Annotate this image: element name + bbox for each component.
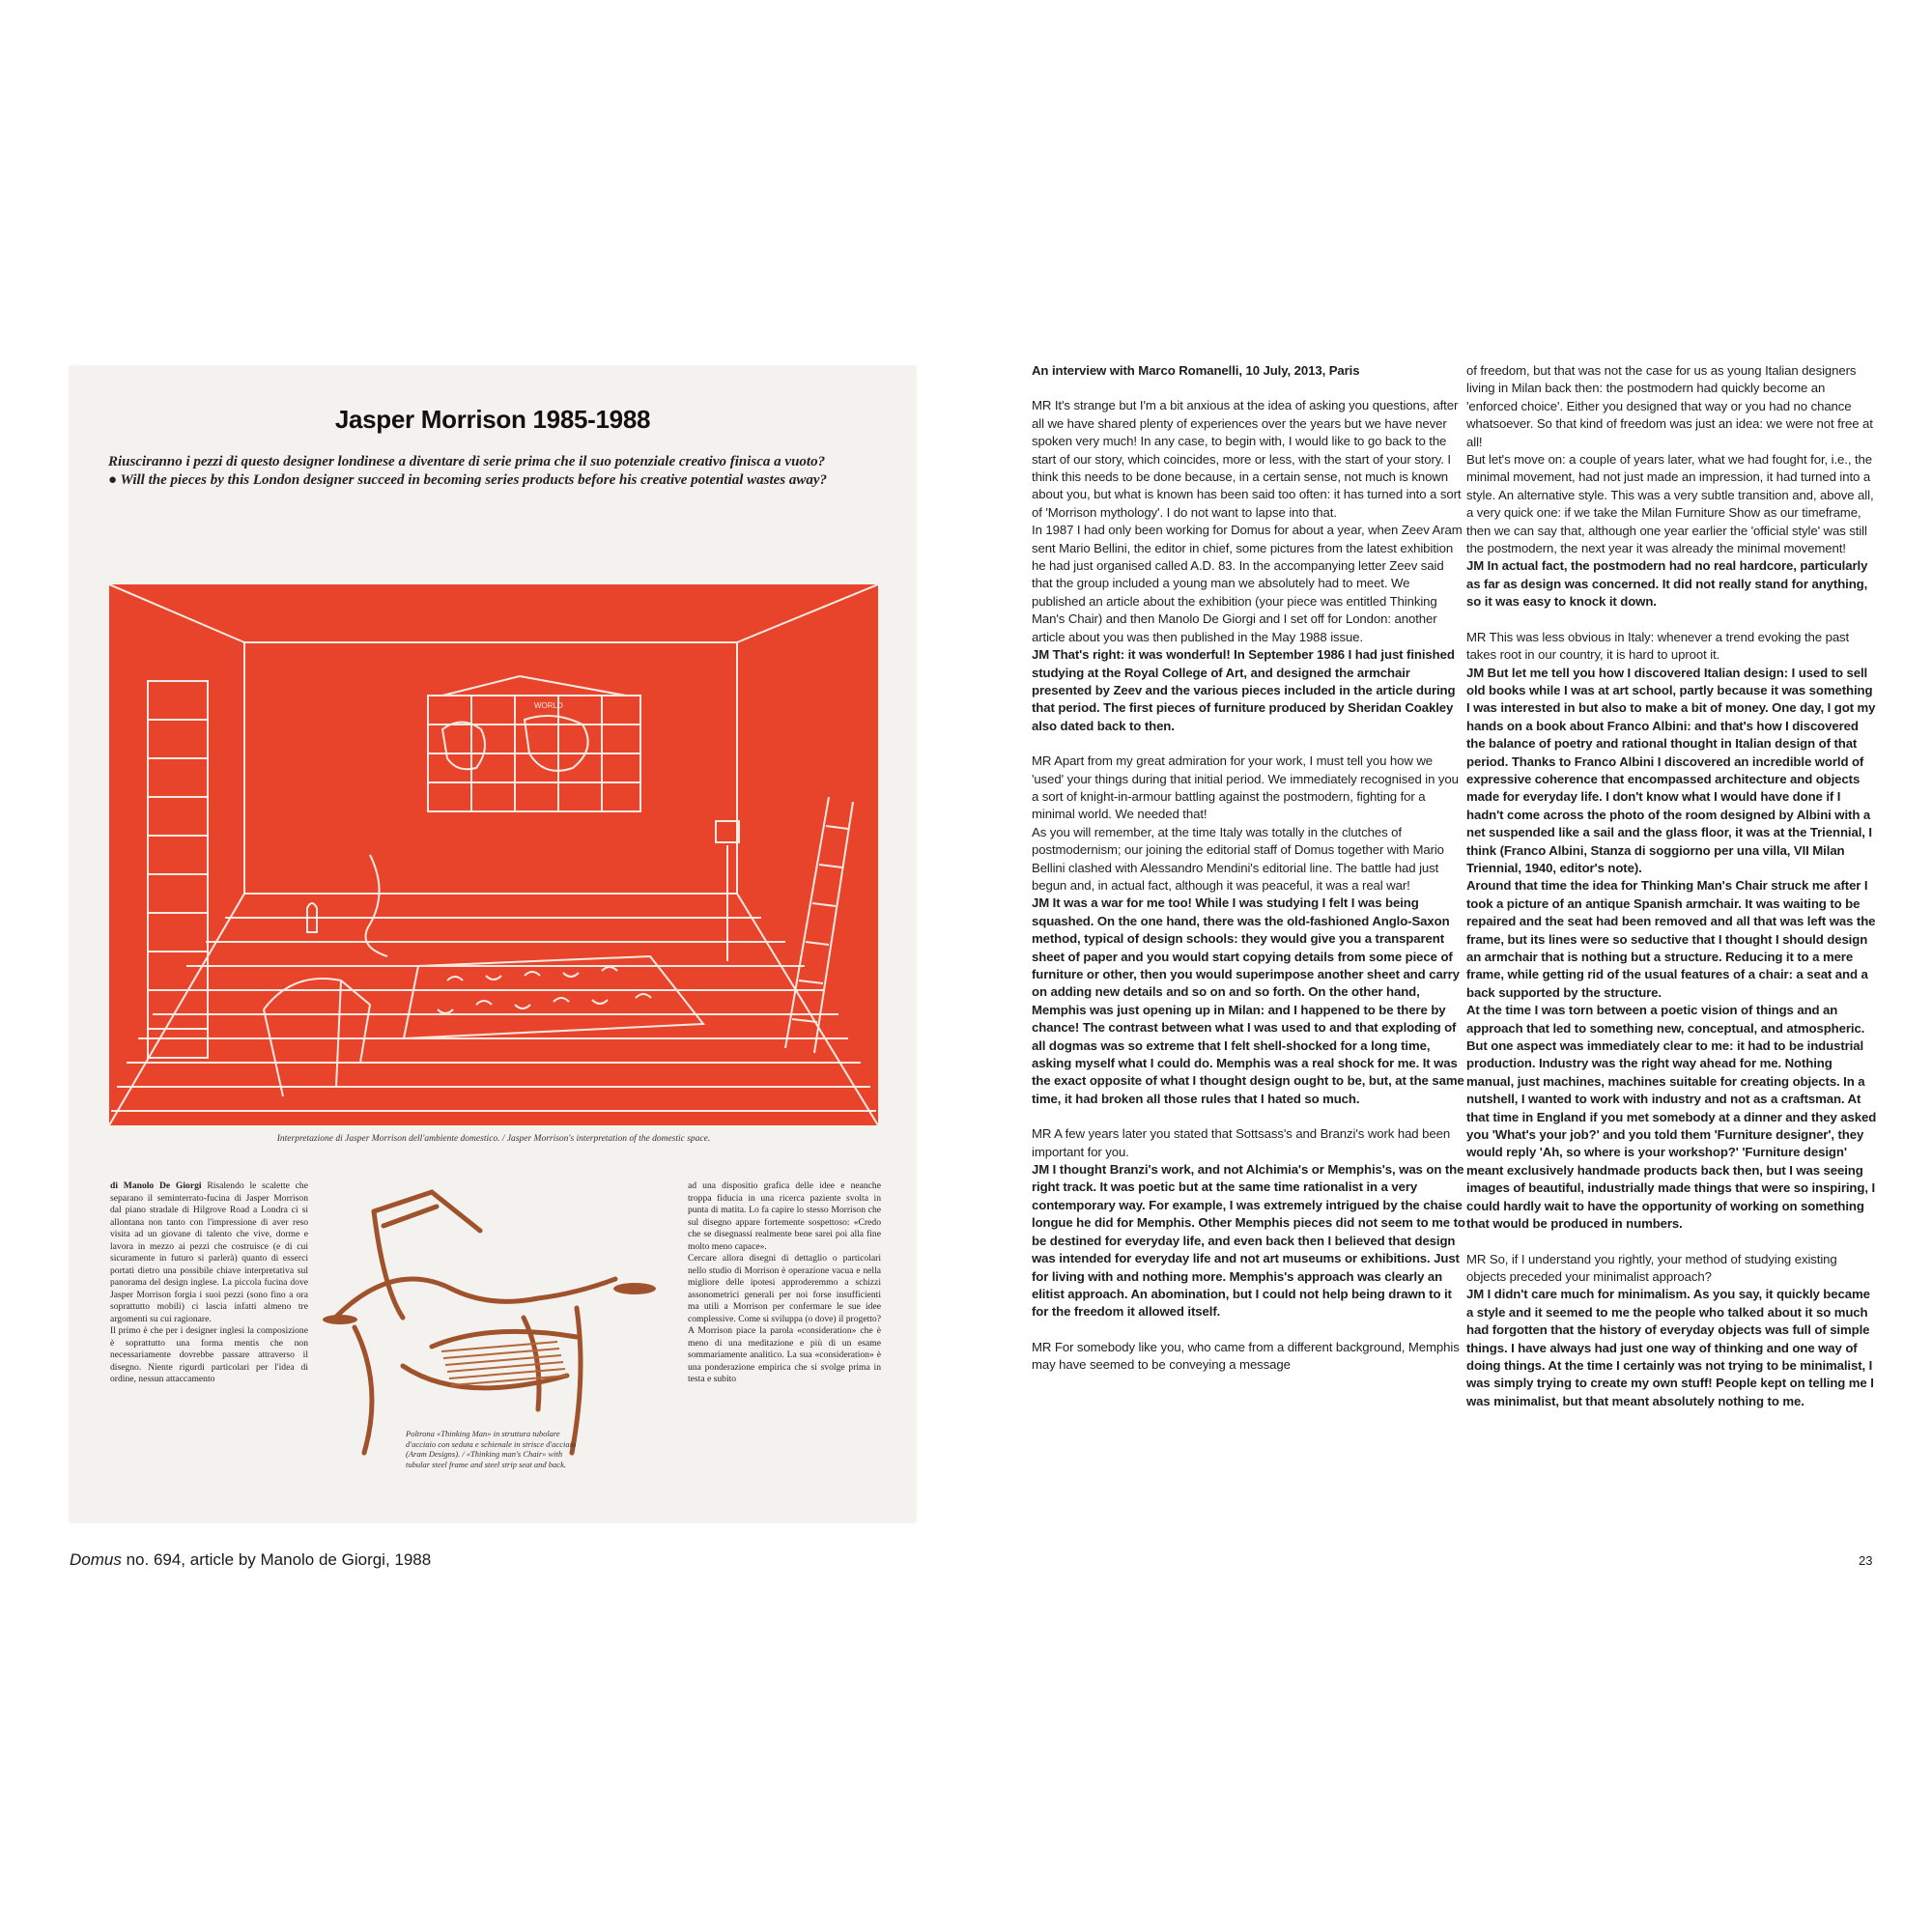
question-paragraph: MR For somebody like you, who came from a different background, Memphis may have seemed to be conveying a message [1032, 1339, 1460, 1373]
caption-rest: no. 694, article by Manolo de Giorgi, 1988 [121, 1550, 432, 1569]
question-paragraph: As you will remember, at the time Italy was totally in the clutches of postmodernism; our joining the editorial staff of Domus together with Mario Bellini clashed with Alessandro Mendini's editorial line. The battle had just begun and, in actual fact, although it was peaceful, it was a real war! [1032, 824, 1444, 893]
figure-caption [70, 1550, 431, 1570]
subtitle-english: ● Will the pieces by this London designer succeed in becoming series products before his creative potential wastes away? [108, 472, 828, 488]
article-column-1 [110, 1180, 308, 1386]
caption-magazine-name: Domus [70, 1550, 122, 1569]
question-paragraph: MR This was less obvious in Italy: whenever a trend evoking the past takes root in our country, it is hard to uproot it. [1466, 629, 1850, 663]
answer-paragraph: JM But let me tell you how I discovered Italian design: I used to sell old books while I was at art school, partly because it was something I was interested in but also to make a bit of money. One day, I got my hands on a book about Franco Albini: and that's how I discovered the balance of poetry and rational thought in Italian design of that period. Thanks to Franco Albini I discovered an incredible world of expressive coherence that encompassed architecture and objects made for everyday life. I don't know what I would have done if I hadn't come across the photo of the room designed by Albini with a net suspended like a sail and the glass floor, it was at the Triennial, I think (Franco Albini, Stanza di soggiorno per una villa, VII Milan Triennial, 1940, editor's note). [1466, 665, 1876, 875]
question-paragraph: MR So, if I understand you rightly, your method of studying existing objects preceded your minimalist approach? [1466, 1251, 1837, 1284]
subtitle-italian: Riusciranno i pezzi di questo designer londinese a diventare di serie prima che il suo potenziale creativo finisca a vuoto? [108, 454, 826, 469]
answer-paragraph: JM That's right: it was wonderful! In September 1986 I had just finished studying at the Royal College of Art, and designed the armchair presented by Zeev and the various pieces included in the article during that period. The first pieces of furniture produced by Sheridan Coakley also dated back to then. [1032, 647, 1456, 733]
interview-column-1 [1032, 362, 1466, 1375]
thinking-mans-chair-photo [316, 1173, 673, 1463]
article-title: Jasper Morrison 1985-1988 [334, 405, 651, 434]
question-paragraph: MR It's strange but I'm a bit anxious at the idea of asking you questions, after all we have shared plenty of experiences over the years but we have never spoken very much! In any case, to begin with, I would like to go back to the start of our story, which coincides, more or less, with the start of your story. I think this needs to be done because, in a certain sense, not much is known about you, but what is known has been said too often: it has turned into a sort of 'Morrison mythology'. I do not want to lapse into that. [1032, 398, 1462, 520]
interview-column-2 [1466, 362, 1877, 1410]
chair-drawing [316, 1173, 673, 1463]
article-text-3b: Cercare allora disegni di dettaglio o particolari nello studio di Morrison è operazione vacua e nella migliore delle ipotesi approderemmo a schizzi assonometrici generali per noi forse insufficienti ma utili a Morrison per confermare le sue idee complessive. Come si sviluppa (o dove) il progetto? A Morrison piace la parola «consideration» che è meno di una meditazione e più di un esame sommariamente analitico. La sua «consideration» è una ponderazione empirica che si svolge prima in testa e subito [688, 1253, 881, 1384]
paragraph-gap [1032, 1321, 1466, 1339]
paragraph-gap [1032, 735, 1466, 753]
paragraph-gap [1032, 1108, 1466, 1125]
chair-right-tray [613, 1283, 656, 1294]
chair-left-tray [323, 1315, 357, 1324]
article-byline: di Manolo De Giorgi [110, 1180, 202, 1191]
interview-heading: An interview with Marco Romanelli, 10 July, 2013, Paris [1032, 363, 1360, 378]
scanned-article-page [70, 366, 916, 1522]
answer-paragraph: JM It was a war for me too! While I was studying I felt I was being squashed. On the one hand, there was the old-fashioned Anglo-Saxon method, typical of design schools: they would give you a transparent sheet of paper and you would start copying details from some piece of furniture or other, then you would superimpose another sheet and carry on adding new details and so on and so forth. On the other hand, Memphis was just opening up in Milan: and I happened to be there by chance! The contrast between what I was used to and that exploding of all dogmas was so extreme that I felt shell-shocked for a long time, asking myself what I could do. Memphis was a real shock for me. It was the exact opposite of what I thought design ought to be, but, at the same time, it had broken all those rules that I hated so much. [1032, 895, 1464, 1106]
question-paragraph: of freedom, but that was not the case for us as young Italian designers living in Milan back then: the postmodern had quickly become an 'enforced choice'. Either you designed that way or you had no chance whatsoever. So that kind of freedom was just an idea: we were not free at all! [1466, 363, 1873, 449]
article-subtitle [108, 453, 881, 490]
answer-paragraph: Around that time the idea for Thinking Man's Chair struck me after I took a picture of an antique Spanish armchair. It was waiting to be repaired and the seat had been removed and all that was left was the frame, but its lines were so seductive that I thought I should design an armchair that is nothing but a structure. Reducing it to a mere frame, while getting rid of the usual features of a chair: a seat and a back supported by the structure. [1466, 878, 1876, 1000]
page-number: 23 [1859, 1553, 1873, 1568]
paragraph-gap [1466, 611, 1877, 629]
article-text-3a: ad una dispositio grafica delle idee e neanche troppa fiducia in una ricerca paziente svolta in punta di matita. Lo fa capire lo stesso Morrison che sul disegno appare fortemente sospettoso: «Credo che se disegnassi realmente bene sarei poi alla fine molto meno capace». [688, 1180, 881, 1252]
answer-paragraph: JM In actual fact, the postmodern had no real hardcore, particularly as far as design was concerned. It did not really stand for anything, so it was easy to knock it down. [1466, 558, 1868, 610]
article-text-1a: Risalendo le scalette che separano il seminterrato-fucina di Jasper Morrison dal piano stradale di Hilgrove Road a Londra ci si allontana non tanto con l'impressione di aver reso visita ad un giovane di talento che vive, dorme e lavora in mezzo ai pezzi che costruisce (e di cui sicuramente in futuro si parlerà) quanto di esserci portati dietro una possibile chiave interpretativa sul panorama del design inglese. La piccola fucina dove Jasper Morrison forgia i suoi pezzi (sono fino a ora soprattutto mobili) ci lascia infatti almeno tre argomenti su cui ragionare. [110, 1180, 308, 1324]
back-wall-outline [244, 642, 737, 894]
chair-caption: Poltrona «Thinking Man» in struttura tubolare d'acciaio con seduta e schienale in strisce d'acciaio (Aram Designs). / «Thinking man's Chair» with tubular steel frame and steel strip seat and back. [406, 1429, 577, 1469]
question-paragraph: In 1987 I had only been working for Domus for about a year, when Zeev Aram sent Mario Bellini, the editor in chief, some pictures from the latest exhibition he had just organised called A.D. 83. In the accompanying letter Zeev said that the group included a young man we absolutely had to meet. We published an article about the exhibition (your piece was entitled Thinking Man's Chair) and then Manolo De Giorgi and I set off for London: another article about you was then published in the May 1988 issue. [1032, 523, 1463, 644]
interview-column-2-body [1466, 362, 1877, 1410]
article-column-3 [688, 1180, 881, 1386]
article-text-1b: Il primo è che per i designer inglesi la composizione è soprattutto una forma mentis che non necessariamente dovrebbe passare attraverso il disegno. Niente rigurdi particolari per l'idea di ordine, nessun attaccamento [110, 1325, 308, 1384]
room-illustration [109, 584, 878, 1125]
answer-paragraph: JM I didn't care much for minimalism. As you say, it quickly became a style and it seemed to me the people who talked about it so much had forgotten that the history of everyday objects was full of simple things. I have always had just one way of thinking and one way of doing things. At the time I certainly was not trying to be minimalist, I was simply trying to create my own stuff! People kept on telling me I was minimalist, but that meant absolutely nothing to me. [1466, 1287, 1874, 1408]
illustration-caption: Interpretazione di Jasper Morrison dell'ambiente domestico. / Jasper Morrison's interpretation of the domestic space. [276, 1134, 711, 1144]
room-drawing [109, 584, 878, 1125]
question-paragraph: MR Apart from my great admiration for your work, I must tell you how we 'used' your things during that initial period. We immediately recognised in you a sort of knight-in-armour battling against the postmodern, fighting for a minimal world. We needed that! [1032, 753, 1459, 822]
question-paragraph: But let's move on: a couple of years later, what we had fought for, i.e., the minimal movement, had not just made an impression, it had turned into a style. An alternative style. This was a very subtle transition and, above all, a very quick one: if we take the Milan Furniture Show as our timeframe, then we can say that, although one year earlier the 'official style' was still the postmodern, the next year it was already the minimal movement! [1466, 452, 1874, 556]
map-label: WORLD [534, 701, 563, 710]
interview-column-1-body [1032, 397, 1466, 1374]
answer-paragraph: JM I thought Branzi's work, and not Alchimia's or Memphis's, was on the right track. It was poetic but at the same time rationalist in a very contemporary way. For example, I was extremely intrigued by the chaise longue he did for Memphis. Other Memphis pieces did not seem to me to be destined for everyday life, and even back then I believed that design was intended for everyday life and not art museums or exhibitions. Just for living with and nothing more. Memphis's approach was clearly an elitist approach. An abomination, but I could not help being drawn to it for the freedom it allowed itself. [1032, 1162, 1465, 1320]
answer-paragraph: At the time I was torn between a poetic vision of things and an approach that led to something new, conceptual, and atmospheric. But one aspect was immediately clear to me: it had to be industrial production. Industry was the right way ahead for me. Nothing manual, just machines, machines suitable for creating objects. In a nutshell, I wanted to work with industry and not as a craftsman. At that time in England if you met somebody at a dinner and they asked you 'What's your job?' and you told them 'Furniture designer', they would reply 'Ah, so where is your workshop?' 'Furniture design' meant exclusively handmade products back then, but I was seeing images of beautiful, industrially made things that were so inspiring, I could hardly wait to have the opportunity of working on something that would be produced in numbers. [1466, 1003, 1877, 1232]
question-paragraph: MR A few years later you stated that Sottsass's and Branzi's work had been important for you. [1032, 1126, 1451, 1159]
paragraph-gap [1466, 1234, 1877, 1251]
